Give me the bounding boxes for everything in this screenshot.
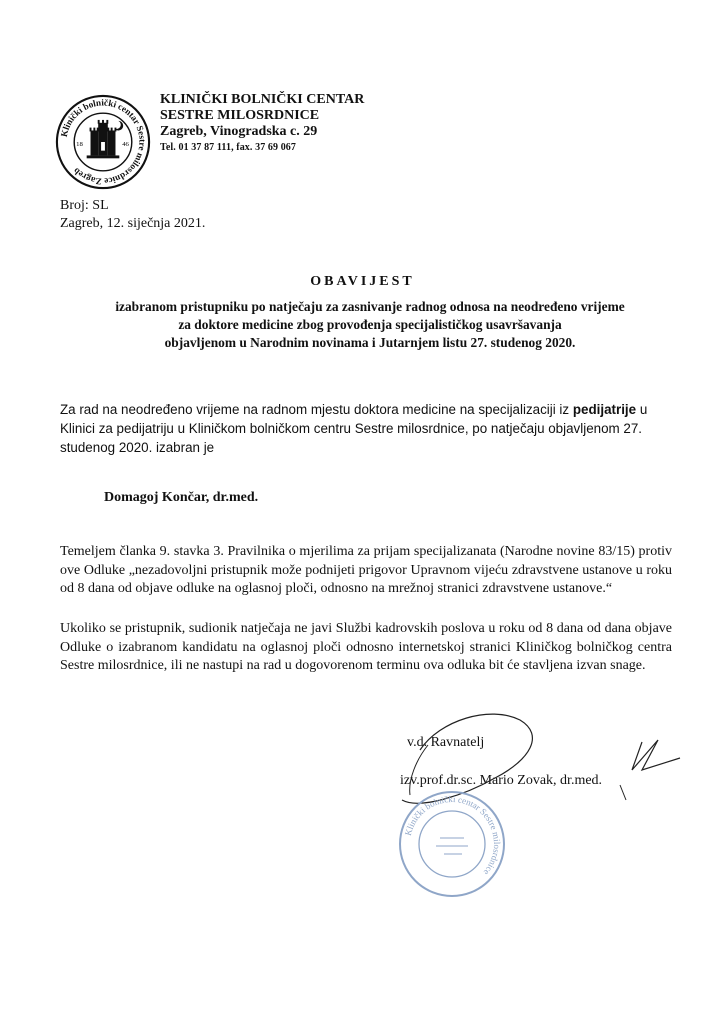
reference-block (60, 197, 205, 233)
hospital-logo (55, 94, 151, 190)
org-contact: Tel. 01 37 87 111, fax. 37 69 067 (160, 142, 296, 153)
org-name-line2: SESTRE MILOSRDNICE (160, 108, 320, 123)
para1-text-start: Za rad na neodređeno vrijeme na radnom mjestu doktora medicine na specijalizaciji iz (60, 402, 573, 417)
announcement-paragraph (60, 400, 670, 457)
document-subtitle (60, 298, 680, 352)
subtitle-line: izabranom pristupniku po natječaju za zasnivanje radnog odnosa na neodređeno vrijeme (115, 299, 625, 314)
letterhead (160, 92, 364, 156)
stamp-ring-text: Klinički bolnički centar Sestre milosrdnice (402, 793, 503, 878)
org-address: Zagreb, Vinogradska c. 29 (160, 124, 318, 139)
subtitle-line: za doktore medicine zbog provođenja specijalističkog usavršavanja (178, 317, 562, 332)
document-title: OBAVIJEST (310, 274, 415, 289)
official-stamp (396, 788, 508, 900)
condition-paragraph: Ukoliko se pristupnik, sudionik natječaja ne javi Službi kadrovskih poslova u roku od 8 dana od dana objave Odluke o izabranom kandidatu na oglasnoj ploči odnosno internetskoj stranici Kliničkog bolničkog centra Sestre milosrdnice, ili ne nastupi na rad u dogovorenom terminu ova odluka bit će stavljena izvan snage. (60, 621, 672, 674)
reference-number: Broj: SL (60, 198, 109, 213)
appeal-paragraph: Temeljem članka 9. stavka 3. Pravilnika o mjerilima za prijam specijalizanata (Narodne novine 83/15) protiv ove Odluke „nezadovoljni pristupnik može podnijeti prigovor Upravnom vijeću zdravstvene ustanove u roku od 8 dana od objave odluke na oglasnoj ploči, odnosno na mrežnoj stranici zdravstvene ustanove.“ (60, 544, 672, 597)
specialty-name: pedijatrije (572, 402, 637, 417)
logo-year-right: 46 (122, 140, 129, 148)
signatory-name: izv.prof.dr.sc. Mario Zovak, dr.med. (400, 773, 603, 788)
document-date: Zagreb, 12. siječnja 2021. (60, 216, 206, 231)
logo-year-left: 18 (76, 140, 83, 148)
para1-text-end: u Klinici za pedijatriju u Kliničkom bolničkom centru Sestre milosrdnice, po natječaju objavljenom 27. studenog 2020. izabran je (60, 402, 648, 455)
subtitle-line: objavljenom u Narodnim novinama i Jutarnjem listu 27. studenog 2020. (164, 335, 576, 350)
selected-candidate-name: Domagoj Končar, dr.med. (104, 490, 259, 505)
signatory-role: v.d. Ravnatelj (407, 735, 485, 750)
logo-ring-text: Klinički bolnički centar Sestre milosrdnice Zagreb (58, 97, 148, 187)
org-name-line1: KLINIČKI BOLNIČKI CENTAR (160, 92, 365, 107)
